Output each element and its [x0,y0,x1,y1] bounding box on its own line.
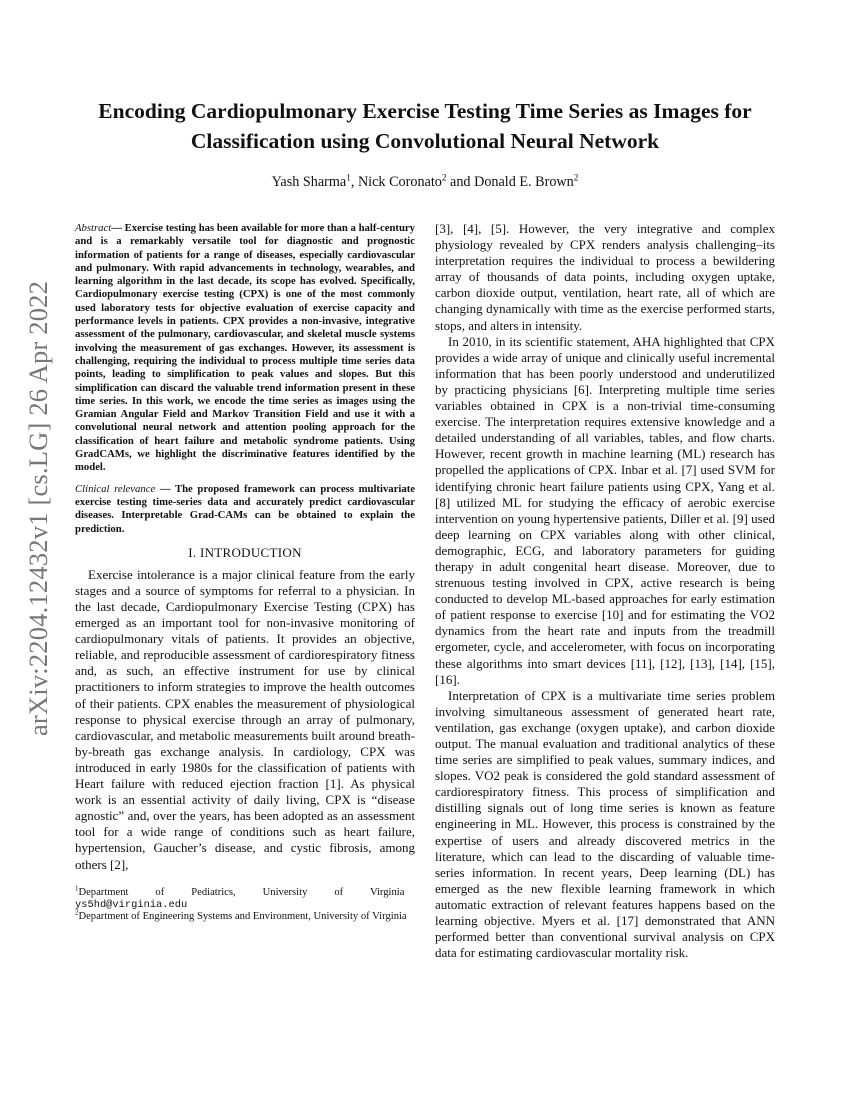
author-name: Yash Sharma [271,174,347,190]
footnote-2-text: Department of Engineering Systems and Environment, University of Virginia [78,911,407,923]
author-affiliation-mark: 2 [573,172,579,183]
author-name: Nick Coronato [357,174,442,190]
right-column [435,221,775,961]
author-affiliation-mark: 2 [441,172,447,183]
footnote-2 [75,911,415,923]
author-affiliation-mark: 1 [346,172,351,183]
footnote-1-text: Department of Pediatrics, University of Virginia [78,886,405,898]
section-heading-introduction: I. INTRODUCTION [188,544,302,560]
clinical-relevance-label: Clinical relevance [75,482,156,495]
author-separator: , [350,174,358,190]
arxiv-id-text: arXiv:2204.12432v1 [cs.LG] 26 Apr 2022 [23,280,54,736]
right-paragraph-3: Interpretation of CPX is a multivariate time series problem involving simultaneous assessment of generated heart rate, ventilation, gas exchange (oxygen uptake), and carbon dioxide output. The manual evaluation and traditional analytics of these time series are simplified to peak values, summary indices, and slopes. VO2 peak is considered the gold standard assessment of cardiorespiratory fitness. This process of simplification and distilling signals out of long time series is known as feature engineering in ML. However, this process is constrained by the expertise of users and already discovered metrics in the literature, which can lead to the discarding of valuable time-series information. In recent years, Deep learning (DL) has emerged as the new flexible learning framework in which automatic extraction of relevant features happens based on the learning objective. Myers et al. [17] demonstrated that ANN performed better than conventional survival analysis on CPX data for estimating cardiovascular mortality risk. [435,687,775,961]
paper-title [60,96,790,156]
right-paragraph-2: In 2010, in its scientific statement, AHA highlighted that CPX provides a wide array of unique and clinically useful incremental information that has been poorly understood and underutilized by practicing physicians [6]. Interpreting multiple time series variables obtained in CPX is a non-trivial time-consuming exercise. The interpretation requires extensive knowledge and a detailed understanding of all variables, tables, and flow charts. However, recent growth in machine learning (ML) research has propelled the applications of CPX. Inbar et al. [7] used SVM for identifying chronic heart failure patients using CPX, Yang et al. [8] utilized ML for studying the efficacy of aerobic exercise intervention on young hypertensive patients, Diller et al. [9] used deep learning on CPX variables along with other clinical, demographic, ECG, and laboratory parameters for guiding therapy in adult congenital heart disease. Moreover, due to strenuous testing involved in CPX, active research is being conducted to develop ML-based approaches for early estimation of patient response to exercise [10] and for estimating the VO2 dynamics from the heart rate and inputs from the treadmill ergometer, cycle, and accelerometer, with focus on incorporating these algorithms into smart devices [11], [12], [13], [14], [15], [16]. [435,333,775,687]
abstract-label: Abstract [75,222,112,234]
clinical-relevance [75,483,415,536]
arxiv-identifier-stamp [16,280,62,736]
title-line-2: Classification using Convolutional Neural Network [190,129,660,153]
intro-paragraph-1: Exercise intolerance is a major clinical feature from the early stages and a source of symptoms for referral to a physician. In the last decade, Cardiopulmonary Exercise Testing (CPX) has emerged as an important tool for non-invasive monitoring of cardiopulmonary vitals of patients. It provides an objective, reliable, and reproducible assessment of cardiorespiratory fitness and, as such, an effective instrument for use by clinical practitioners to inform strategies to improve the health outcomes of their patients. CPX enables the measurement of physiological response to physical exercise through an array of pulmonary, cardiovascular, and metabolic measurements built around breath-by-breath gas exchange analysis. In cardiology, CPX was introduced in early 1980s for the classification of patients with Heart failure with reduced ejection fraction [1]. As physical work is an essential activity of daily living, CPX is “disease agnostic” and, over the years, has been adopted as an assessment tool for a wide range of conditions such as heart failure, hypertension, Gaucher’s disease, and cystic fibrosis, among others [2], [75,566,415,872]
footnote-1 [75,887,415,912]
clinical-relevance-text: — The proposed framework can process multivariate exercise testing time-series data and accurately predict cardiovascular diseases. Interpretable Grad-CAMs can be obtained to explain the prediction. [75,482,415,535]
footnote-1-mark: 1 [75,885,79,893]
abstract-text: — Exercise testing has been available for more than a half-century and is a remarkably versatile tool for diagnostic and prognostic information of patients for a range of diseases, especially cardiovascular and pulmonary. With rapid advancements in technology, wearables, and learning algorithm in the last decade, its scope has evolved. Specifically, Cardiopulmonary exercise testing (CPX) is one of the most commonly used laboratory tests for objective evaluation of exercise capacity and performance levels in patients. CPX provides a non-invasive, integrative assessment of the pulmonary, cardiovascular, and skeletal muscle systems involving the measurement of gas exchanges. However, its assessment is challenging, requiring the individual to process multiple time series data points, leading to simplification to peak values and slopes. But this simplification can discard the valuable trend information present in these time series. In this work, we encode the time series as images using the Gramian Angular Field and Markov Transition Field and use it with a convolutional neural network and attention pooling approach for the classification of heart failure and metabolic syndrome patients. Using GradCAMs, we highlight the discriminative features identified by the model. [75,222,415,474]
footnote-1-email: ys5hd@virginia.edu [75,898,188,911]
right-paragraph-continued: [3], [4], [5]. However, the very integrative and complex physiology revealed by CPX renders analysis challenging–its interpretation requires the individual to process a bewildering array of thousands of data points, including oxygen uptake, carbon dioxide output, ventilation, heart rate, all of which are changing dynamically with time as the exercise performed starts, stops, and alters in intensity. [435,221,775,333]
author-conjunction: and [446,174,475,190]
left-column [75,222,415,924]
footnote-2-mark: 2 [75,909,79,917]
author-list [60,174,790,191]
author-name: Donald E. Brown [474,174,574,190]
title-line-1: Encoding Cardiopulmonary Exercise Testing Time Series as Images for [98,99,752,123]
abstract [75,222,415,475]
